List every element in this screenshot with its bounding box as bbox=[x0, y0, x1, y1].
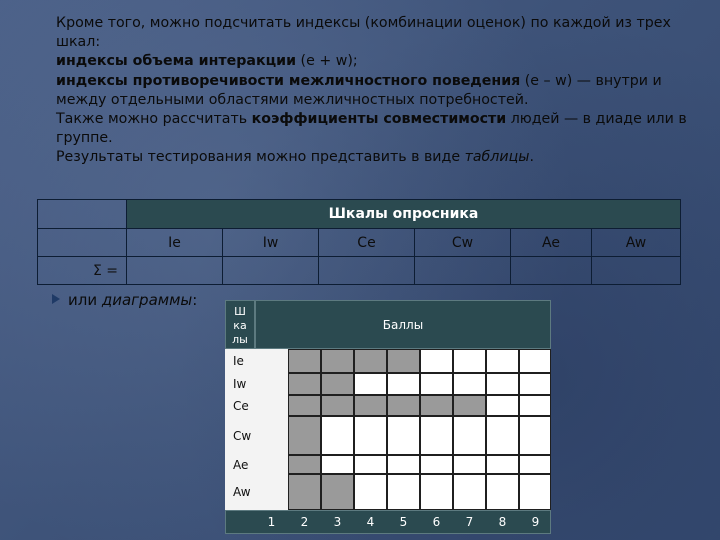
diagram-header: Баллы bbox=[255, 300, 551, 349]
bar-cell bbox=[321, 349, 354, 373]
bar-cell bbox=[387, 349, 420, 373]
bar-cell bbox=[288, 373, 321, 395]
empty-cell bbox=[486, 455, 519, 474]
bar-cell bbox=[288, 395, 321, 416]
or-post: : bbox=[192, 291, 198, 309]
row-label-cw: Cw bbox=[225, 416, 288, 455]
bar-cell bbox=[288, 416, 321, 455]
col-header: Iw bbox=[223, 229, 319, 257]
score-number: 5 bbox=[399, 515, 408, 529]
or-diagram-line bbox=[52, 291, 197, 309]
sum-cell-cw bbox=[415, 257, 511, 285]
col-header: Aw bbox=[592, 229, 681, 257]
sum-cell-aw bbox=[592, 257, 681, 285]
compat-post: людей — в диаде или в группе. bbox=[56, 111, 687, 147]
results-post: . bbox=[529, 149, 534, 166]
empty-cell bbox=[354, 455, 387, 474]
table-corner-2 bbox=[38, 229, 127, 257]
score-number: 8 bbox=[498, 515, 507, 529]
bar-cell bbox=[453, 395, 486, 416]
bar-cell bbox=[288, 349, 321, 373]
empty-cell bbox=[387, 455, 420, 474]
sum-cell-iw bbox=[223, 257, 319, 285]
or-pre: или bbox=[68, 291, 102, 309]
empty-cell bbox=[387, 373, 420, 395]
empty-cell bbox=[453, 373, 486, 395]
empty-cell bbox=[420, 474, 453, 510]
empty-cell bbox=[486, 395, 519, 416]
empty-cell bbox=[519, 455, 551, 474]
col-header: Ie bbox=[127, 229, 223, 257]
empty-cell bbox=[486, 416, 519, 455]
empty-cell bbox=[486, 349, 519, 373]
bar-cell bbox=[321, 395, 354, 416]
paragraph-results bbox=[56, 148, 706, 167]
term-contradiction: индексы противоречивости межличностного поведения bbox=[56, 72, 521, 89]
row-label-ae: Ae bbox=[225, 455, 288, 474]
empty-cell bbox=[420, 416, 453, 455]
score-number: 7 bbox=[465, 515, 474, 529]
bar-cell bbox=[288, 455, 321, 474]
formula-ew-sum: (е + w); bbox=[296, 53, 358, 70]
empty-cell bbox=[387, 474, 420, 510]
sum-cell-ce bbox=[319, 257, 415, 285]
contradiction-desc: (е – w) — внутри и между отдельными областями межличностных потребностей. bbox=[56, 72, 662, 108]
bullet-icon bbox=[52, 294, 60, 304]
bar-cell bbox=[321, 474, 354, 510]
paragraph-interaction-index bbox=[56, 52, 706, 71]
results-pre: Результаты тестирования можно представить в виде bbox=[56, 149, 465, 166]
col-header: Cw bbox=[415, 229, 511, 257]
scales-table bbox=[37, 199, 681, 285]
empty-cell bbox=[387, 416, 420, 455]
empty-cell bbox=[519, 416, 551, 455]
bar-cell bbox=[420, 395, 453, 416]
term-compatibility: коэффициенты совместимости bbox=[251, 111, 507, 128]
score-number: 2 bbox=[300, 515, 309, 529]
col-header: Ae bbox=[511, 229, 592, 257]
row-label-ie: Ie bbox=[225, 349, 288, 373]
term-diagrams: диаграммы bbox=[101, 291, 193, 309]
compat-pre: Также можно рассчитать bbox=[56, 111, 252, 128]
table-title: Шкалы опросника bbox=[127, 200, 681, 229]
empty-cell bbox=[486, 474, 519, 510]
empty-cell bbox=[321, 416, 354, 455]
diagram-corner-label bbox=[225, 300, 255, 349]
empty-cell bbox=[519, 474, 551, 510]
paragraph-contradiction-index bbox=[56, 72, 706, 110]
sum-label: Σ = bbox=[38, 257, 127, 285]
empty-cell bbox=[519, 373, 551, 395]
corner-line-1: Ш bbox=[234, 305, 246, 318]
score-number: 6 bbox=[432, 515, 441, 529]
empty-cell bbox=[420, 373, 453, 395]
bar-cell bbox=[288, 474, 321, 510]
empty-cell bbox=[354, 373, 387, 395]
term-table: таблицы bbox=[464, 149, 530, 166]
term-interaction-volume: индексы объема интеракции bbox=[56, 53, 297, 70]
empty-cell bbox=[519, 395, 551, 416]
empty-cell bbox=[453, 416, 486, 455]
scores-diagram bbox=[225, 300, 551, 534]
row-label-aw: Aw bbox=[225, 474, 288, 510]
paragraph-compatibility bbox=[56, 110, 706, 148]
paragraph-intro: Кроме того, можно подсчитать индексы (комбинации оценок) по каждой из трех шкал: bbox=[56, 15, 671, 51]
row-label-ce: Ce bbox=[225, 395, 288, 416]
sum-cell-ae bbox=[511, 257, 592, 285]
empty-cell bbox=[420, 349, 453, 373]
corner-line-2: ка bbox=[233, 319, 247, 332]
col-header: Ce bbox=[319, 229, 415, 257]
bar-cell bbox=[354, 395, 387, 416]
empty-cell bbox=[453, 349, 486, 373]
empty-cell bbox=[354, 416, 387, 455]
empty-cell bbox=[453, 474, 486, 510]
score-number: 3 bbox=[333, 515, 342, 529]
empty-cell bbox=[519, 349, 551, 373]
table-corner bbox=[38, 200, 127, 229]
empty-cell bbox=[453, 455, 486, 474]
empty-cell bbox=[321, 455, 354, 474]
bar-cell bbox=[321, 373, 354, 395]
empty-cell bbox=[354, 474, 387, 510]
empty-cell bbox=[420, 455, 453, 474]
bar-cell bbox=[387, 395, 420, 416]
bar-cell bbox=[354, 349, 387, 373]
row-label-iw: Iw bbox=[225, 373, 288, 395]
empty-cell bbox=[486, 373, 519, 395]
text-block bbox=[56, 14, 706, 168]
score-number: 1 bbox=[267, 515, 276, 529]
score-number: 4 bbox=[366, 515, 375, 529]
corner-line-3: лы bbox=[232, 333, 248, 346]
score-number: 9 bbox=[531, 515, 540, 529]
sum-cell-ie bbox=[127, 257, 223, 285]
